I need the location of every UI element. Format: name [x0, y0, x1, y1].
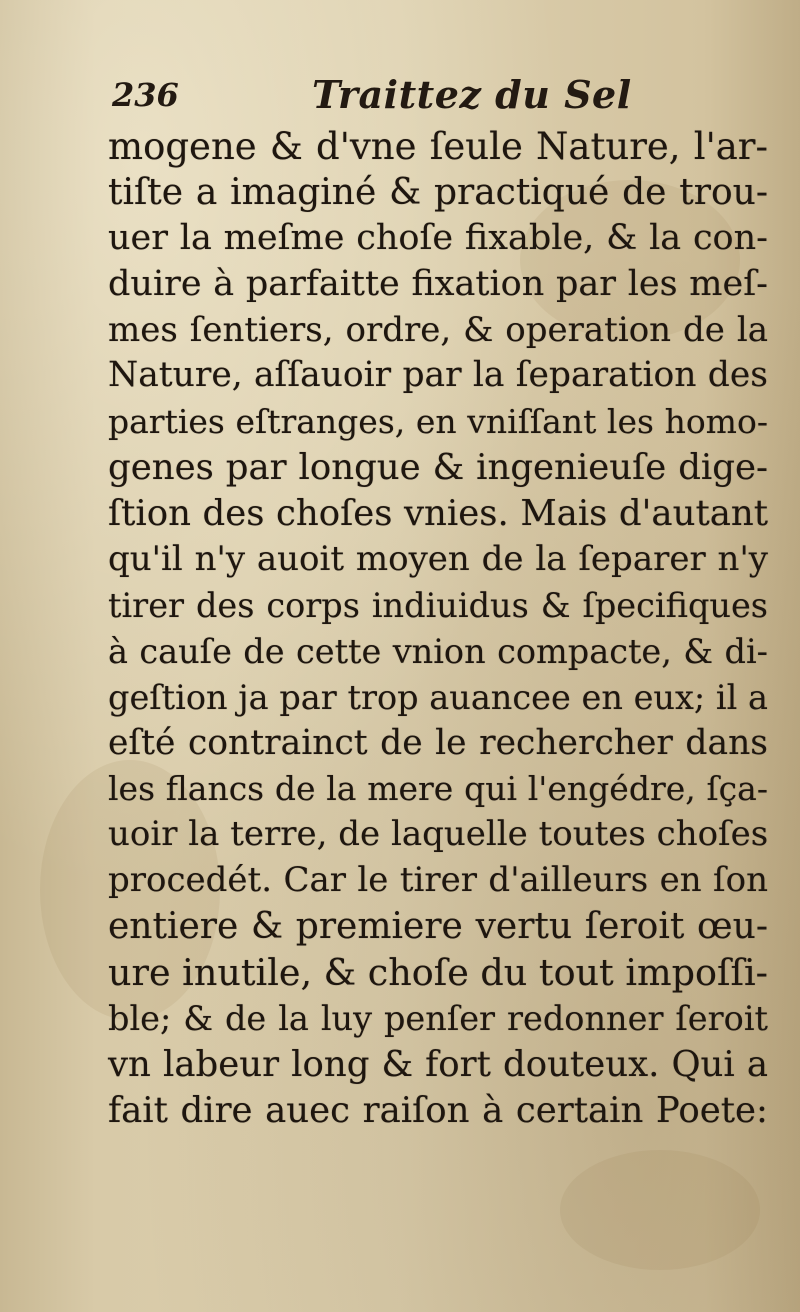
text-line: uoir la terre, de laquelle toutes choſes: [108, 814, 769, 855]
text-line: qu'il n'y auoit moyen de la ſeparer n'y: [108, 539, 768, 580]
running-head: Traittez du Sel: [312, 72, 632, 117]
text-line: procedét. Car le tirer d'ailleurs en ſon: [108, 860, 768, 901]
text-line: les flancs de la mere qui l'engédre, ſça-: [108, 769, 768, 809]
text-line: tiſte a imaginé & practiqué de trou-: [108, 171, 768, 213]
text-line: tirer des corps indiuidus & ſpecifiques: [108, 585, 768, 625]
page-header: [112, 72, 712, 124]
text-line: genes par longue & ingenieuſe dige-: [108, 447, 768, 489]
body-text: [108, 124, 768, 1134]
paper-stain: [560, 1150, 760, 1270]
text-line: Nature, aſſauoir par la ſeparation des: [108, 355, 768, 396]
text-line: ſtion des choſes vnies. Mais d'autant: [108, 493, 768, 535]
text-line: entiere & premiere vertu ſeroit œu-: [108, 906, 768, 948]
text-line: geſtion ja par trop auancee en eux; il a: [108, 677, 768, 717]
text-line: eſté contrainct de le rechercher dans: [108, 722, 768, 763]
text-line: mes ſentiers, ordre, & operation de la: [108, 309, 768, 350]
text-line: ure inutile, & choſe du tout impoſſi-: [108, 951, 768, 995]
text-line: uer la meſme choſe fixable, & la con-: [108, 217, 768, 258]
text-line: à cauſe de cette vnion compacte, & di-: [108, 631, 768, 671]
text-line: parties eſtranges, en vniſſant les homo-: [108, 402, 768, 442]
text-line: mogene & d'vne ſeule Nature, l'ar-: [108, 125, 768, 168]
text-line: fait dire auec raiſon à certain Poete:: [108, 1089, 768, 1131]
text-line: duire à parfaitte fixation par les meſ-: [108, 263, 768, 304]
text-line: ble; & de la luy penſer redonner ſeroit: [108, 998, 768, 1038]
text-line: vn labeur long & fort douteux. Qui a: [108, 1043, 768, 1085]
page-number: 236: [112, 76, 179, 114]
